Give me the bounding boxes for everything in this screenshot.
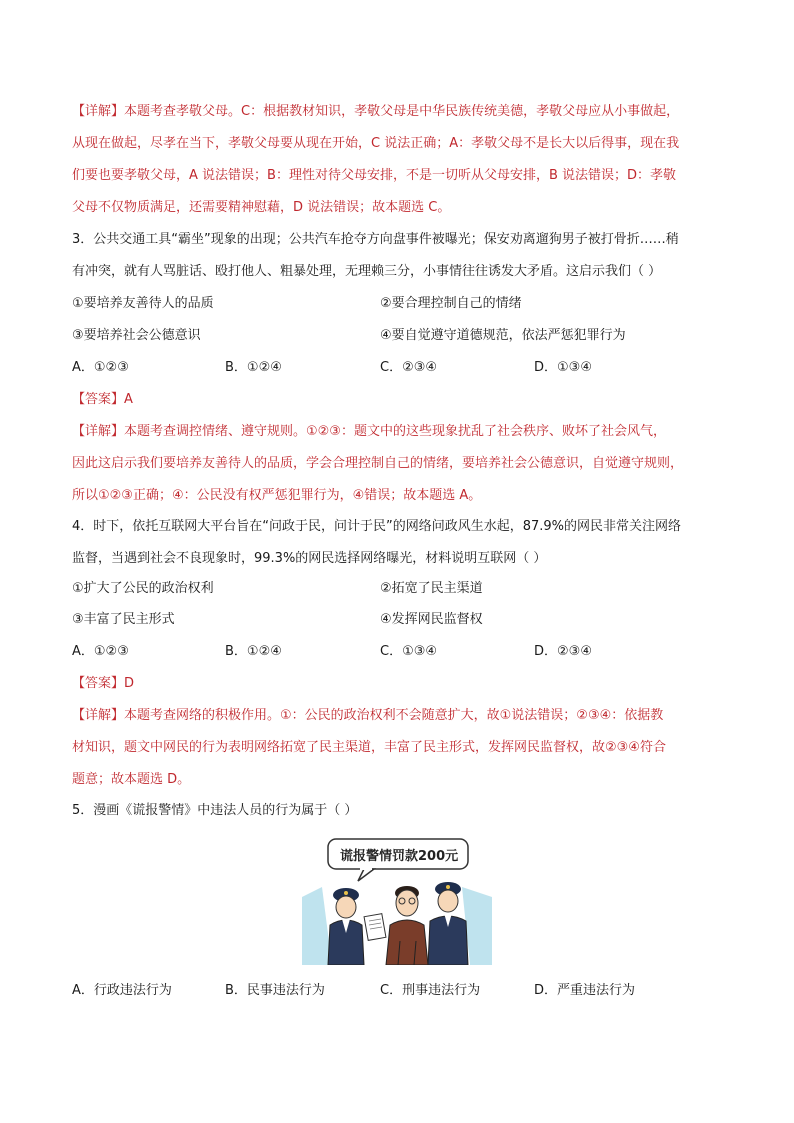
question-3-answer [72, 384, 722, 416]
question-4-answer [72, 668, 722, 700]
option-b[interactable]: B．①②④ [225, 360, 282, 375]
violator-man [386, 886, 428, 965]
choice-item: ①扩大了公民的政治权利 [72, 581, 214, 596]
detail-line: 【详解】本题考查调控情绪、遵守规则。①②③：题文中的这些现象扰乱了社会秩序、败坏了社会风气， [72, 424, 666, 439]
question-3-options [72, 352, 722, 384]
option-a[interactable]: A．①②③ [72, 360, 129, 375]
question-stem-line: 3．公共交通工具“霸坐”现象的出现；公共汽车抢夺方向盘事件被曝光；保安劝离遛狗男子被打骨折……稍 [72, 232, 679, 247]
question-3-stem [72, 224, 722, 288]
detail-line: 因此这启示我们要培养友善待人的品质，学会合理控制自己的情绪，要培养社会公德意识，自觉遵守规则， [72, 456, 684, 471]
detail-line: 从现在做起，尽孝在当下，孝敬父母要从现在开始，C 说法正确；A：孝敬父母不是长大以后得事，现在我 [72, 136, 680, 151]
question-stem-line: 有冲突，就有人骂脏话、殴打他人、粗暴处理，无理赖三分，小事情往往诱发大矛盾。这启示我们（ ） [72, 264, 662, 279]
detail-line: 所以①②③正确；④：公民没有权严惩犯罪行为，④错误；故本题选 A。 [72, 488, 482, 503]
option-c[interactable]: C．刑事违法行为 [380, 983, 481, 998]
question-3-detail [72, 416, 722, 512]
option-b[interactable]: B．①②④ [225, 644, 282, 659]
detail-block-prev [72, 96, 722, 224]
question-5-options [72, 975, 722, 1007]
detail-line: 【详解】本题考查孝敬父母。C：根据教材知识，孝敬父母是中华民族传统美德，孝敬父母应从小事做起， [72, 104, 680, 119]
question-4-detail [72, 700, 722, 796]
question-3-choices-row-2 [72, 320, 722, 352]
answer-label: 【答案】A [72, 392, 133, 407]
detail-line: 【详解】本题考查网络的积极作用。①：公民的政治权利不会随意扩大，故①说法错误；②③④：依据教 [72, 708, 664, 723]
police-officer-left [328, 888, 364, 965]
choice-item: ①要培养友善待人的品质 [72, 296, 214, 311]
police-officer-right [428, 882, 468, 965]
question-3-choices-row-1 [72, 288, 722, 320]
question-stem-line: 监督，当遇到社会不良现象时，99.3%的网民选择网络曝光，材料说明互联网（ ） [72, 551, 547, 566]
question-stem-line: 4．时下，依托互联网大平台旨在“问政于民，问计于民”的网络问政风生水起，87.9%的网民非常关注网络 [72, 519, 682, 534]
detail-line: 们要也要孝敬父母，A 说法错误；B：理性对待父母安排，不是一切听从父母安排，B 说法错误；D：孝敬 [72, 168, 677, 183]
option-c[interactable]: C．①③④ [380, 644, 438, 659]
option-b[interactable]: B．民事违法行为 [225, 983, 325, 998]
choice-item: ④发挥网民监督权 [380, 612, 483, 627]
choice-item: ②拓宽了民主渠道 [380, 581, 483, 596]
choice-item: ②要合理控制自己的情绪 [380, 296, 522, 311]
option-a[interactable]: A．①②③ [72, 644, 129, 659]
answer-label: 【答案】D [72, 676, 135, 691]
question-4-choices-row-2 [72, 604, 722, 636]
detail-line: 材知识，题文中网民的行为表明网络拓宽了民主渠道，丰富了民主形式，发挥网民监督权，故②③④符合 [72, 740, 666, 755]
question-4-choices-row-1 [72, 573, 722, 605]
detail-line: 题意；故本题选 D。 [72, 772, 191, 787]
choice-item: ④要自觉遵守道德规范，依法严惩犯罪行为 [380, 328, 626, 343]
document-paper [364, 914, 386, 941]
comic-caption: 谎报警情罚款200元 [340, 849, 459, 864]
choice-item: ③要培养社会公德意识 [72, 328, 201, 343]
question-5-stem [72, 795, 722, 827]
comic-image [302, 837, 492, 965]
option-d[interactable]: D．②③④ [534, 644, 592, 659]
option-a[interactable]: A．行政违法行为 [72, 983, 172, 998]
question-4-options [72, 636, 722, 668]
question-stem-line: 5．漫画《谎报警情》中违法人员的行为属于（ ） [72, 803, 358, 818]
option-d[interactable]: D．①③④ [534, 360, 592, 375]
option-d[interactable]: D．严重违法行为 [534, 983, 636, 998]
option-c[interactable]: C．②③④ [380, 360, 438, 375]
question-4-stem [72, 511, 722, 575]
detail-line: 父母不仅物质满足，还需要精神慰藉，D 说法错误；故本题选 C。 [72, 200, 451, 215]
choice-item: ③丰富了民主形式 [72, 612, 175, 627]
